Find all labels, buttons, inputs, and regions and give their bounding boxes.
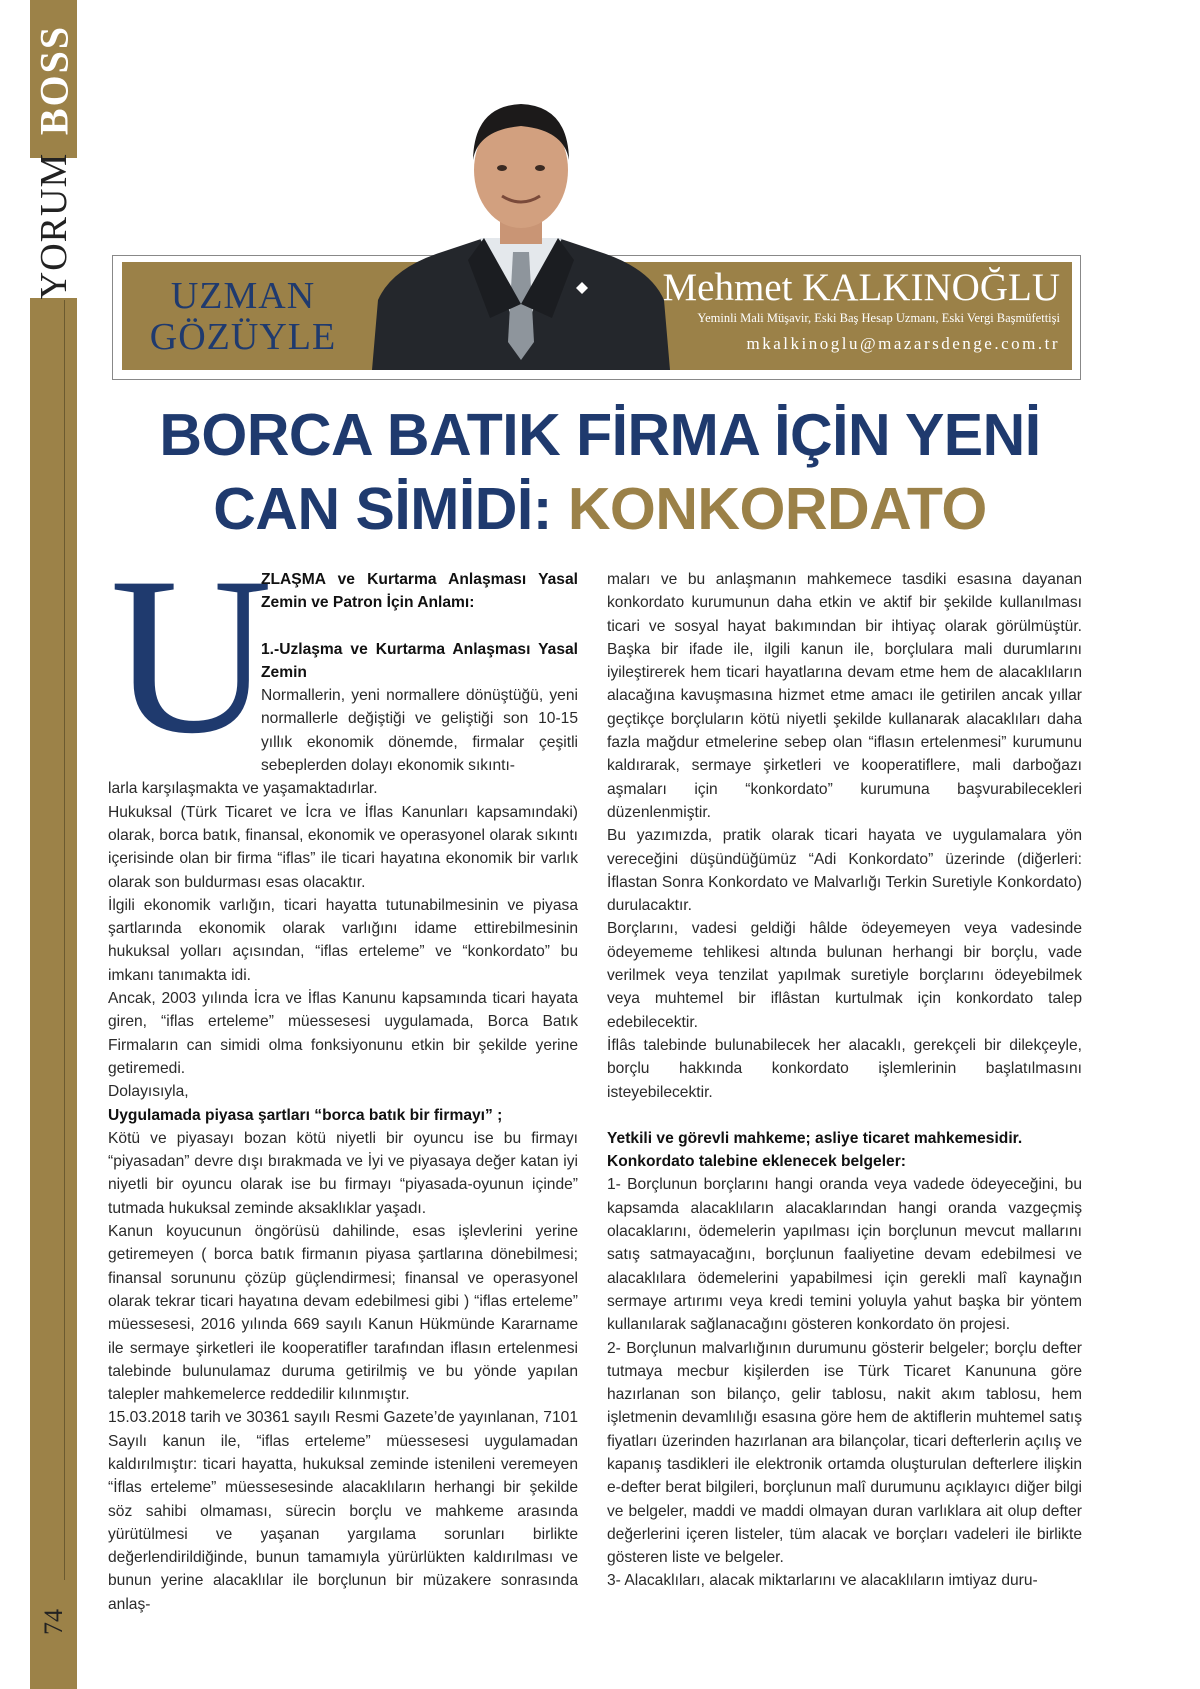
col2-paragraph: İflâs talebinde bulunabilecek her alacaklı, gerekçeli bir dilekçeyle, borçlu hakkında konkordato işlemlerinin başlatılmasını isteyebilecektir. xyxy=(607,1036,1082,1101)
column-name-line1: UZMAN xyxy=(170,275,316,317)
col2-heading-1: Yetkili ve görevli mahkeme; asliye ticaret mahkemesidir. xyxy=(607,1129,1023,1147)
col2-paragraph: maları ve bu anlaşmanın mahkemece tasdiki esasına dayanan konkordato kurumunun daha etkin ve aktif bir şekilde kullanılması ticari ve sosyal hayat bakımından bir ihtiyaç olarak görülmüştür. Başka bir ifade ile, ilgili kanun ile, borçlulara mali durumlarını iyileştirerek hem ticari hayatlarına devam etme hem de alacaklıların alacağına kavuşmasına hizmet etme amacı ile getirilen ancak yıllar geçtikçe borçluların kötü niyetli şekilde kullanarak alacaklıları daha fazla mağdur etmelerine sebep olan “iflasın ertelenmesi” kurumunu kaldırarak, sermaye şirketleri ve kooperatiflere, mali darboğazı aşmaları için “konkordato” kurumuna başvurabilecekleri düzenlenmiştir. xyxy=(607,571,1082,821)
col1-paragraph: Kötü ve piyasayı bozan kötü niyetli bir oyuncu ise bu firmayı “piyasadan” devre dışı bırakmada ve İyi ve piyasaya değer katan iyi niyetli bir oyuncu olarak ise bu firmayı “piyasada-oyunun içinde” tutmada hukuksal zeminde aksaklıklar yaşadı. xyxy=(108,1129,578,1217)
drop-cap: U xyxy=(110,530,273,780)
article-column-2 xyxy=(607,568,1082,1593)
author-name: Mehmet KALKINOĞLU xyxy=(662,266,1060,309)
col1-paragraph: 15.03.2018 tarih ve 30361 sayılı Resmi Gazete’de yayınlanan, 7101 Sayılı kanun ile, “iflas erteleme” müessesesi uygulamadan kaldırılmıştır: ticari hayatta, hukuksal zeminde istenileni veremeyen “İflas erteleme” müessesesinde alacaklıların herhangi bir şekilde söz sahibi olmaması, sürecin borçlu ve mahkeme arasında yürütülmesi ve yaşanan yargılama sorunları birlikte değerlendirildiğinde, bunun tamamıyla yürürlükten kaldırılması ve bunun yerine alacaklılar ile borçlunun bir müzakere sonrasında anlaş- xyxy=(108,1409,578,1613)
page-number: 74 xyxy=(39,1609,68,1635)
col1-heading-3: Uygulamada piyasa şartları “borca batık bir firmayı” ; xyxy=(108,1106,503,1124)
sidebar-rule xyxy=(64,300,65,1580)
col1-paragraph: Hukuksal (Türk Ticaret ve İcra ve İflas Kanunları kapsamındaki) olarak, borca batık, finansal, ekonomik ve operasyonel olarak sıkıntı içerisinde olan bir firma “iflas” ile ticari hayatına ekonomik bir varlık olarak son buldurması esas olacaktır. xyxy=(108,803,578,891)
col1-paragraph: Kanun koyucunun öngörüsü dahilinde, esas işlevlerini yerine getiremeyen ( borca batık firmanın piyasa şartlarına dönebilmesi; finansal sorununu çözüp güçlendirmesi; finansal ve operasyonel olarak tekrar ticari hayatına devam edebilmesi gibi ) “iflas erteleme” müessesesi, 2016 yılında 669 sayılı Kanun Hükmünde Kararname ile sermaye şirketleri ile kooperatifler tarafından iflasın ertelenmesi talebinde bulunulamaz duruma getirilmiş ve bu yönde yapılan talepler mahkemelerce reddedilir kılınmıştır. xyxy=(108,1223,578,1404)
magazine-brand: BOSS xyxy=(31,24,77,136)
col1-heading-1: ZLAŞMA ve Kurtarma Anlaşması Yasal Zemin ve Patron İçin Anlamı: xyxy=(261,571,578,612)
col1-intro-rest: larla karşılaşmakta ve yaşamaktadırlar. xyxy=(108,780,378,798)
column-name-line2: GÖZÜYLE xyxy=(149,316,337,358)
article-column-1 xyxy=(108,568,578,1616)
col2-heading-2: Konkordato talebine eklenecek belgeler: xyxy=(607,1153,906,1171)
col1-heading-2: 1.-Uzlaşma ve Kurtarma Anlaşması Yasal Zemin xyxy=(261,640,578,681)
article-title-accent: KONKORDATO xyxy=(567,476,987,542)
col2-paragraph: Borçlarını, vadesi geldiği hâlde ödeyemeyen veya vadesinde ödeyememe tehlikesi altında bulunan herhangi bir borçlu, vade verilmek veya tenzilat yapılmak suretiyle borçlarını ödeyebilmek veya muhtemel bir iflâstan kurtulmak için konkordato talep edebilecektir. xyxy=(607,920,1082,1031)
author-email: mkalkinoglu@mazarsdenge.com.tr xyxy=(746,334,1060,353)
col2-list-item: 2- Borçlunun malvarlığının durumunu gösterir belgeler; borçlu defter tutmaya mecbur kişilerden ise Türk Ticaret Kanununa göre hazırlanan son bilanço, gelir tablosu, nakit akım tablosu, hem işletmenin devamlılığı esasına göre hem de aktiflerin muhtemel satış fiyatları üzerinden hazırlanan ara bilançolar, ticari defterlerin açılış ve kapanış tasdikleri ile elektronik ortamda oluşturulan defterlere ilişkin e-defter berat bilgileri, borçlunun malî durumunu açıklayıcı diğer bilgi ve belgeler, maddi ve maddi olmayan duran varlıklara ait olup defter değerlerini içeren listeler, tüm alacak ve borçları vadeleri ile birlikte gösteren liste ve belgeler. xyxy=(607,1339,1082,1567)
col1-paragraph: İlgili ekonomik varlığın, ticari hayatta tutunabilmesinin ve piyasa şartlarında ekonomik olarak varlığını idame ettirebilmesinin hukuksal yolları açısından, “iflas erteleme” ve “konkordato” bu imkanı tanımakta idi. xyxy=(108,896,578,984)
col1-intro: Normallerin, yeni normallere dönüştüğü, yeni normallerle değiştiği ve geliştiği son 10-15 yıllık ekonomik dönemde, firmalar çeşitli sebeplerden dolayı ekonomik sıkıntı- xyxy=(261,687,578,775)
col1-paragraph: Dolayısıyla, xyxy=(108,1083,189,1101)
article-title-part1: CAN SİMİDİ: xyxy=(213,476,568,542)
column-name xyxy=(148,276,338,358)
author-title: Yeminli Mali Müşavir, Eski Baş Hesap Uzmanı, Eski Vergi Başmüfettişi xyxy=(697,311,1060,325)
author-portrait xyxy=(372,92,670,370)
col1-paragraph: Ancak, 2003 yılında İcra ve İflas Kanunu kapsamında ticari hayata giren, “iflas erteleme” müessesesi uygulamada, Borca Batık Firmaların can simidi olma fonksiyonunu etkin bir şekilde yerine getiremedi. xyxy=(108,990,578,1077)
col2-list-item: 3- Alacaklıları, alacak miktarlarını ve alacaklıların imtiyaz duru- xyxy=(607,1572,1038,1590)
col2-list-item: 1- Borçlunun borçlarını hangi oranda veya vadede ödeyeceğini, bu kapsamda alacaklıların alacaklarından hangi oranda vazgeçmiş olacaklarını, ödemelerin yapılması için borçlunun mevcut mallarını satış satmayacağını, borçlunun faaliyetine devam edebilmesi ve alacaklılara ödemelerini yapabilmesi için gerekli malî kaynağın sermaye artırımı veya kredi temini yoluyla yahut başka bir yöntem kullanılarak sağlanacağını gösteren konkordato ön projesi. xyxy=(607,1176,1082,1334)
article-title xyxy=(120,398,1080,546)
article-title-line1: BORCA BATIK FİRMA İÇİN YENİ xyxy=(159,402,1041,468)
section-label: YORUM xyxy=(33,152,75,300)
col2-paragraph: Bu yazımızda, pratik olarak ticari hayata ve uygulamalara yön vereceğini düşündüğümüz “Adi Konkordato” üzerinde (diğerleri: İflastan Sonra Konkordato ve Malvarlığı Terkin Suretiyle Konkordato) durulacaktır. xyxy=(607,827,1082,915)
